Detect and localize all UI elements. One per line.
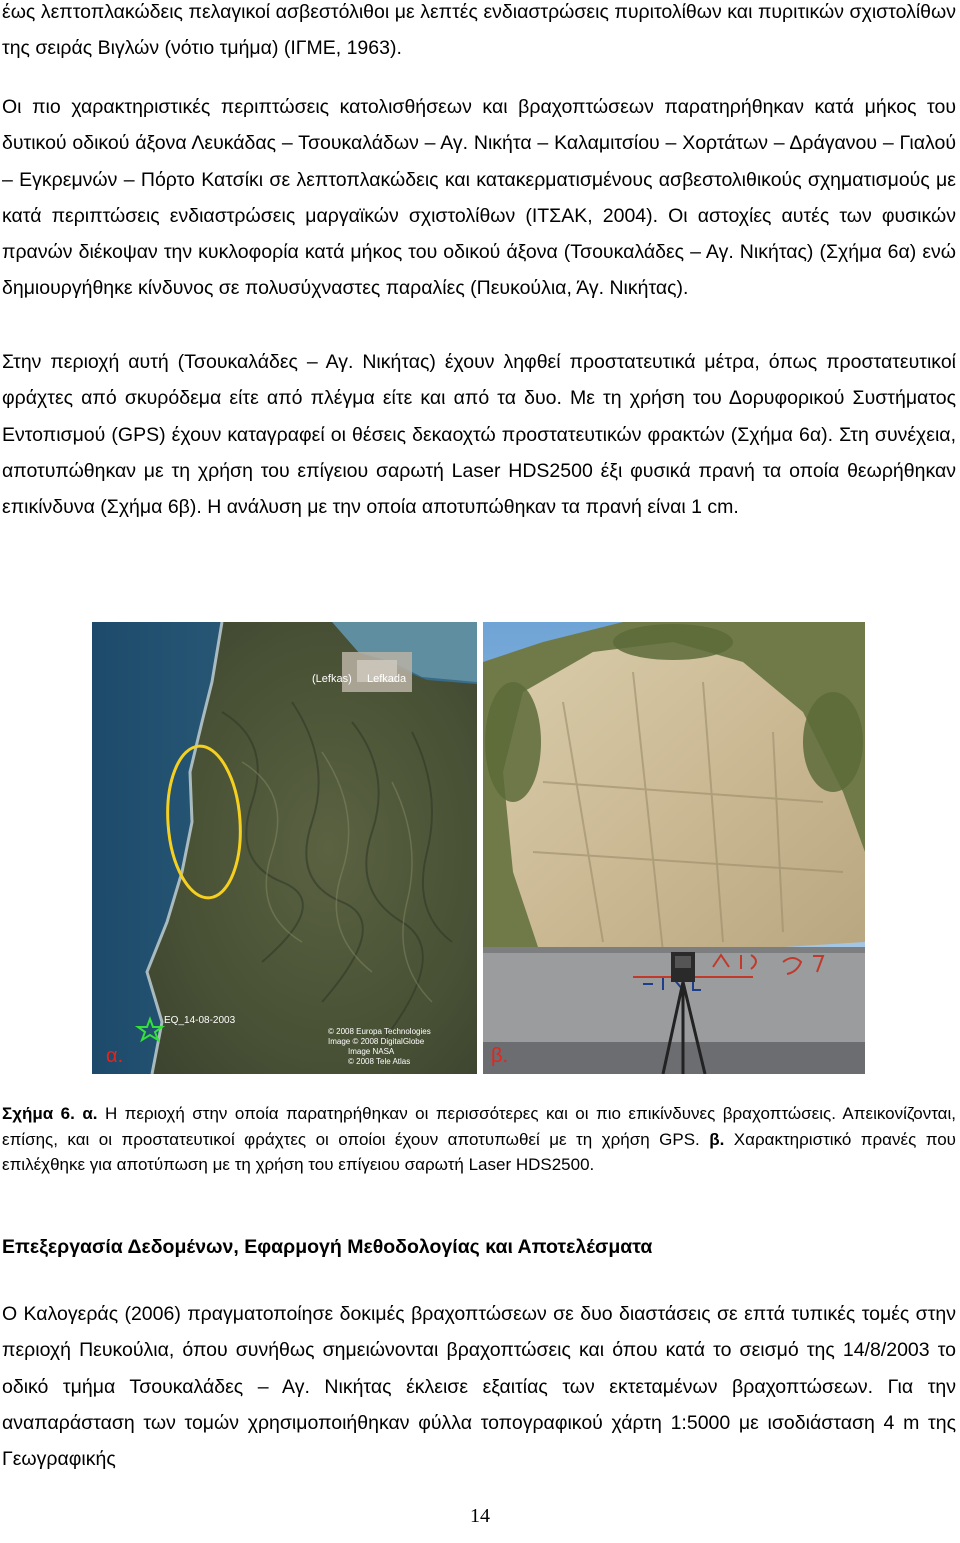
image-credit-1: © 2008 Europa Technologies [328, 1027, 431, 1036]
figure-slope-photo [483, 622, 865, 1074]
panel-label-a: α. [106, 1045, 124, 1067]
body-paragraph-3: Στην περιοχή αυτή (Τσουκαλάδες – Αγ. Νικήτας) έχουν ληφθεί προστατευτικά μέτρα, όπως προστατευτικοί φράχτες από σκυρόδεμα είτε από πλέγμα είτε και από τα δυο. Με τη χρήση του Δορυφορικού Συστήματος Εντοπισμού (GPS) έχουν καταγραφεί οι θέσεις δεκαοχτώ προστατευτικών φρακτών (Σχήμα 6α). Στη συνέχεια, αποτυπώθηκαν με τη χρήση του επίγειου σαρωτή Laser HDS2500 έξι φυσικά πρανή τα οποία θεωρήθηκαν επικίνδυνα (Σχήμα 6β). Η ανάλυση με την οποία αποτυπώθηκαν τα πρανή είναι 1 cm. [2, 351, 956, 519]
section-heading: Επεξεργασία Δεδομένων, Εφαρμογή Μεθοδολογίας και Αποτελέσματα [2, 1236, 653, 1258]
body-paragraph-4: Ο Καλογεράς (2006) πραγματοποίησε δοκιμές βραχοπτώσεων σε δυο διαστάσεις σε επτά τυπικές τομές στην περιοχή Πευκούλια, όπου συνήθως σημειώνονται βραχοπτώσεις και όπου κατά το σεισμό της 14/8/2003 το οδικό τμήμα Τσουκαλάδες – Αγ. Νικήτας έκλεισε εξαιτίας των εκτεταμένων βραχοπτώσεων. Για την αναπαράσταση των τομών χρησιμοποιήθηκαν φύλλα τοπογραφικού χάρτη 1:5000 με ισοδιάσταση 4 m της Γεωγραφικής [2, 1303, 956, 1471]
caption-a-text: Η περιοχή στην οποία παρατηρήθηκαν οι περισσότερες και οι πιο επικίνδυνες βραχοπτώσεις. Απεικονίζονται, επίσης, και οι προστατευτικοί φράχτες οι οποίοι έχουν αποτυπωθεί με τη χρήση GPS. [2, 1104, 956, 1149]
town-label-lefkada: Lefkada [367, 673, 407, 685]
event-label: EQ_14-08-2003 [164, 1015, 236, 1026]
caption-b-label: β. [709, 1129, 725, 1149]
figure-caption [2, 1101, 956, 1178]
image-credit-4: © 2008 Tele Atlas [348, 1057, 411, 1066]
page-number: 14 [470, 1505, 490, 1527]
caption-figure-label: Σχήμα 6. [2, 1104, 75, 1123]
body-paragraph-2: Οι πιο χαρακτηριστικές περιπτώσεις κατολισθήσεων και βραχοπτώσεων παρατηρήθηκαν κατά μήκος του δυτικού οδικού άξονα Λευκάδας – Τσουκαλάδων – Αγ. Νικήτα – Καλαμιτσίου – Χορτάτων – Δράγανου – Γιαλού – Εγκρεμνών – Πόρτο Κατσίκι σε λεπτοπλακώδεις και κατακερματισμένους ασβεστολιθικούς σχηματισμούς με κατά περιπτώσεις ενδιαστρώσεις μαργαϊκών σχιστολίθων (ΙΤΣΑΚ, 2004). Οι αστοχίες αυτές των φυσικών πρανών διέκοψαν την κυκλοφορία κατά μήκος του οδικού άξονα (Τσουκαλάδες – Αγ. Νικήτας) (Σχήμα 6α) ενώ δημιουργήθηκε κίνδυνος σε πολυσύχναστες παραλίες (Πευκούλια, Άγ. Νικήτας). [2, 96, 956, 300]
satellite-map-graphic [92, 622, 477, 1074]
panel-label-b: β. [491, 1045, 509, 1067]
town-label-lefkas: (Lefkas) [312, 673, 352, 685]
body-paragraph-1: έως λεπτοπλακώδεις πελαγικοί ασβεστόλιθοι με λεπτές ενδιαστρώσεις πυριτολίθων και πυριτικών σχιστολίθων της σειράς Βιγλών (νότιο τμήμα) (ΙΓΜΕ, 1963). [2, 1, 956, 60]
caption-b-text: Χαρακτηριστικό πρανές που επιλέχθηκε για αποτύπωση με τη χρήση του επίγειου σαρωτή Laser HDS2500. [2, 1129, 956, 1174]
image-credit-2: Image © 2008 DigitalGlobe [328, 1037, 425, 1046]
slope-photo-graphic [483, 622, 865, 1074]
image-credit-3: Image NASA [348, 1047, 395, 1056]
figure-satellite-image [92, 622, 477, 1074]
caption-a-label: α. [82, 1104, 98, 1123]
